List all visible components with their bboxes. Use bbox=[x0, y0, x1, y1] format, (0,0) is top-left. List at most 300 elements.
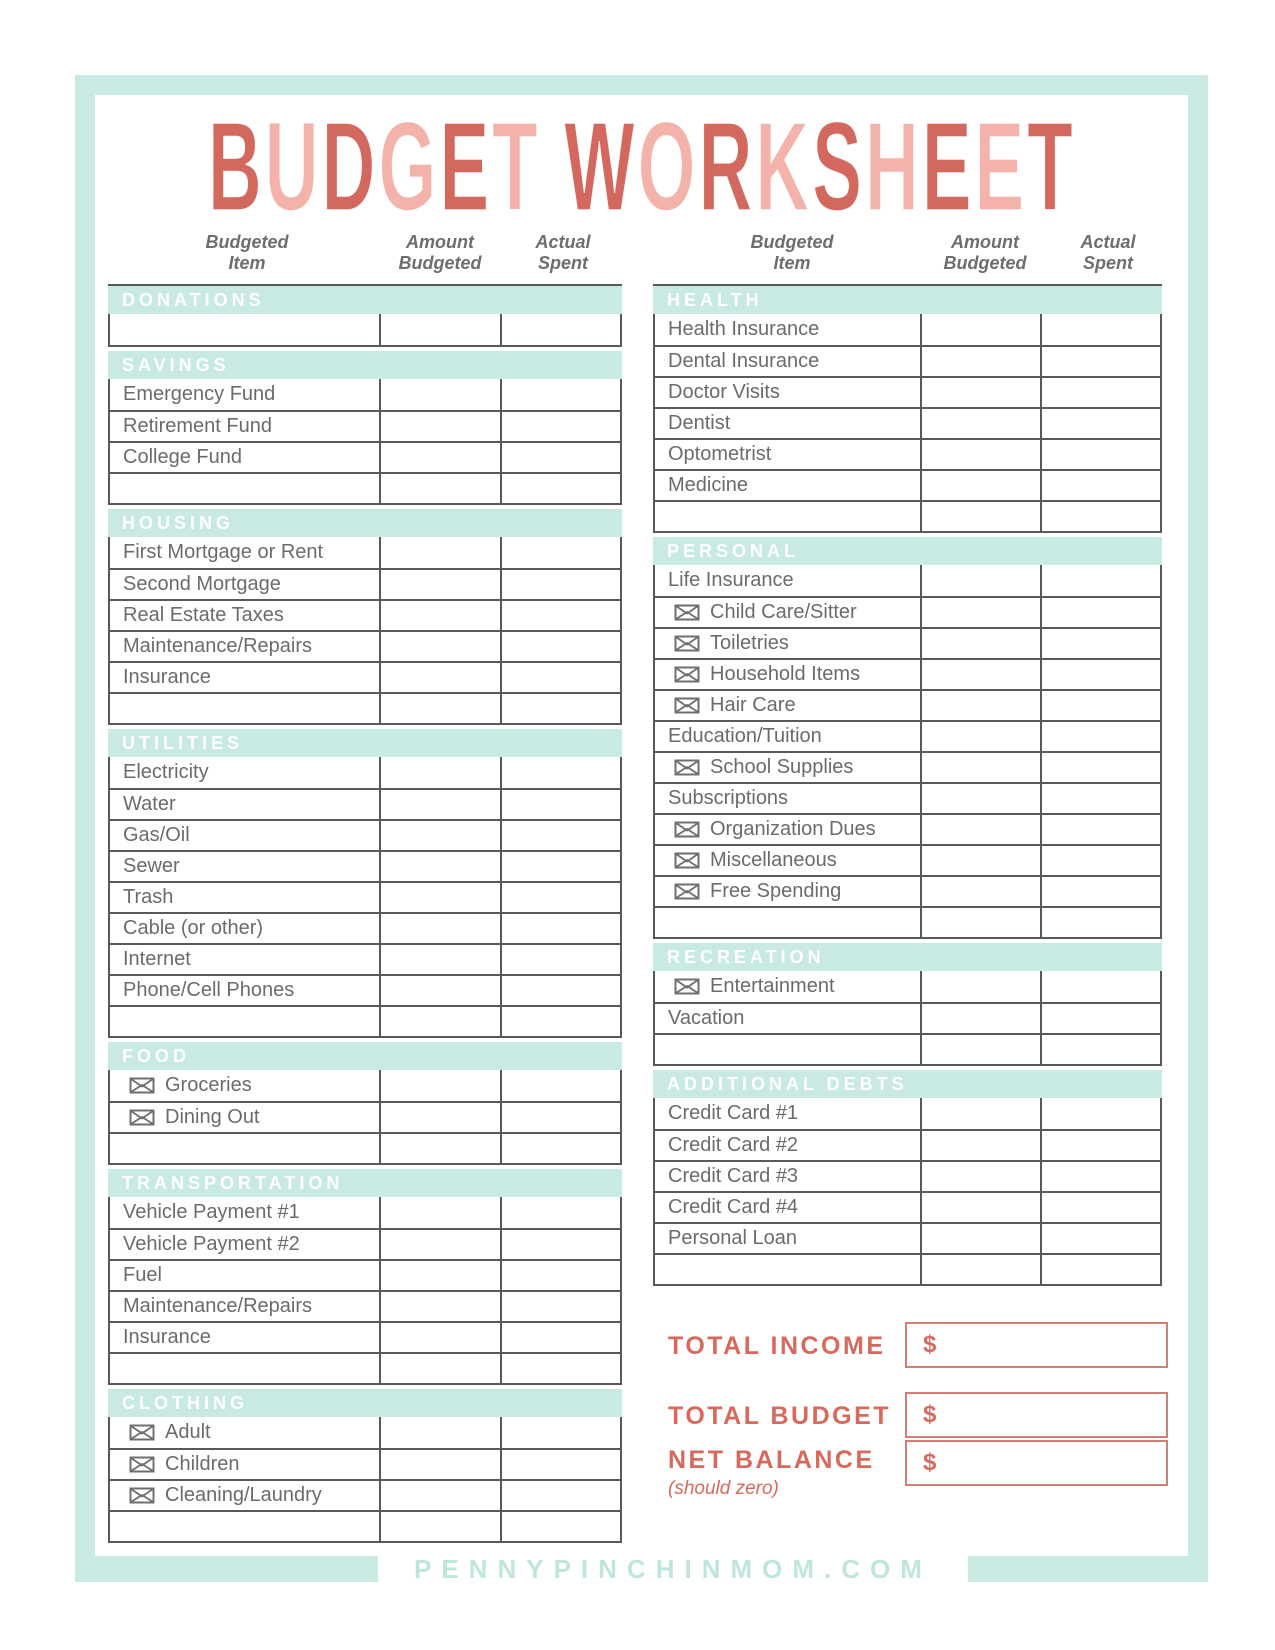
amount-budgeted-cell[interactable] bbox=[379, 945, 500, 974]
actual-spent-cell[interactable] bbox=[1040, 1162, 1160, 1191]
table-row bbox=[110, 1479, 620, 1510]
actual-spent-cell[interactable] bbox=[500, 1070, 620, 1101]
item-cell bbox=[655, 409, 920, 438]
column-header-right-0: Budgeted Item bbox=[750, 232, 834, 273]
footer-site-text: PENNYPINCHINMOM.COM bbox=[414, 1554, 932, 1584]
table-row bbox=[110, 314, 620, 345]
amount-budgeted-cell[interactable] bbox=[379, 914, 500, 943]
item-cell bbox=[110, 570, 379, 599]
table-row bbox=[110, 1321, 620, 1352]
item-label: Groceries bbox=[165, 1074, 252, 1096]
amount-budgeted-cell[interactable] bbox=[379, 1323, 500, 1352]
section-header-savings: SAVINGS bbox=[108, 351, 622, 379]
actual-spent-cell[interactable] bbox=[1040, 440, 1160, 469]
item-label: Education/Tuition bbox=[668, 725, 822, 747]
amount-budgeted-cell[interactable] bbox=[379, 601, 500, 630]
actual-spent-cell[interactable] bbox=[500, 1450, 620, 1479]
item-cell bbox=[655, 846, 920, 875]
amount-budgeted-cell[interactable] bbox=[920, 629, 1040, 658]
section-rows bbox=[108, 757, 622, 1038]
item-label: Internet bbox=[123, 948, 191, 970]
actual-spent-cell[interactable] bbox=[500, 601, 620, 630]
table-row bbox=[110, 1510, 620, 1541]
actual-spent-cell[interactable] bbox=[500, 790, 620, 819]
section-rows bbox=[108, 1070, 622, 1165]
column-header-right-2: Actual Spent bbox=[1080, 232, 1136, 273]
item-label: Vacation bbox=[668, 1007, 745, 1029]
envelope-icon bbox=[674, 604, 700, 621]
amount-budgeted-cell[interactable] bbox=[920, 598, 1040, 627]
table-row bbox=[655, 565, 1160, 596]
amount-budgeted-cell[interactable] bbox=[920, 440, 1040, 469]
actual-spent-cell[interactable] bbox=[500, 976, 620, 1005]
total-budget-label: TOTAL BUDGET bbox=[668, 1402, 892, 1430]
amount-budgeted-cell[interactable] bbox=[920, 347, 1040, 376]
total-income-box[interactable] bbox=[905, 1322, 1168, 1368]
amount-budgeted-cell[interactable] bbox=[920, 1035, 1040, 1064]
amount-budgeted-cell[interactable] bbox=[379, 412, 500, 441]
item-label: Entertainment bbox=[710, 975, 835, 997]
actual-spent-cell[interactable] bbox=[500, 694, 620, 723]
actual-spent-cell[interactable] bbox=[500, 314, 620, 345]
item-cell bbox=[655, 691, 920, 720]
item-cell bbox=[655, 1098, 920, 1129]
table-row bbox=[110, 819, 620, 850]
item-cell bbox=[655, 877, 920, 906]
actual-spent-cell[interactable] bbox=[1040, 565, 1160, 596]
actual-spent-cell[interactable] bbox=[1040, 722, 1160, 751]
item-cell bbox=[655, 1193, 920, 1222]
actual-spent-cell[interactable] bbox=[500, 1512, 620, 1541]
actual-spent-cell[interactable] bbox=[500, 1007, 620, 1036]
table-row bbox=[655, 1098, 1160, 1129]
actual-spent-cell[interactable] bbox=[1040, 314, 1160, 345]
item-cell bbox=[655, 378, 920, 407]
amount-budgeted-cell[interactable] bbox=[379, 314, 500, 345]
amount-budgeted-cell[interactable] bbox=[920, 1193, 1040, 1222]
amount-budgeted-cell[interactable] bbox=[379, 1103, 500, 1132]
amount-budgeted-cell[interactable] bbox=[379, 1292, 500, 1321]
amount-budgeted-cell[interactable] bbox=[920, 908, 1040, 937]
item-cell bbox=[110, 1103, 379, 1132]
amount-budgeted-cell[interactable] bbox=[920, 314, 1040, 345]
section-rows bbox=[653, 1098, 1162, 1286]
table-row bbox=[110, 1101, 620, 1132]
section-rows bbox=[108, 1197, 622, 1385]
item-label: Second Mortgage bbox=[123, 573, 281, 595]
actual-spent-cell[interactable] bbox=[1040, 598, 1160, 627]
table-row bbox=[655, 407, 1160, 438]
table-row bbox=[655, 500, 1160, 531]
table-row bbox=[110, 1352, 620, 1383]
actual-spent-cell[interactable] bbox=[1040, 784, 1160, 813]
table-row bbox=[655, 751, 1160, 782]
item-label: Retirement Fund bbox=[123, 415, 272, 437]
amount-budgeted-cell[interactable] bbox=[379, 694, 500, 723]
actual-spent-cell[interactable] bbox=[500, 570, 620, 599]
item-cell bbox=[655, 471, 920, 500]
item-cell bbox=[110, 945, 379, 974]
item-label: Children bbox=[165, 1453, 240, 1475]
item-label: Hair Care bbox=[710, 694, 796, 716]
actual-spent-cell[interactable] bbox=[1040, 660, 1160, 689]
envelope-icon bbox=[129, 1424, 155, 1441]
amount-budgeted-cell[interactable] bbox=[379, 757, 500, 788]
section-header-additional-debts: ADDITIONAL DEBTS bbox=[653, 1070, 1162, 1098]
actual-spent-cell[interactable] bbox=[500, 443, 620, 472]
item-cell bbox=[110, 1007, 379, 1036]
item-cell bbox=[110, 314, 379, 345]
amount-budgeted-cell[interactable] bbox=[920, 1224, 1040, 1253]
envelope-icon bbox=[674, 666, 700, 683]
amount-budgeted-cell[interactable] bbox=[379, 1512, 500, 1541]
actual-spent-cell[interactable] bbox=[500, 1261, 620, 1290]
amount-budgeted-cell[interactable] bbox=[920, 1098, 1040, 1129]
actual-spent-cell[interactable] bbox=[500, 379, 620, 410]
amount-budgeted-cell[interactable] bbox=[920, 565, 1040, 596]
item-label: Phone/Cell Phones bbox=[123, 979, 295, 1001]
item-cell bbox=[110, 474, 379, 503]
column-header-left-0: Budgeted Item bbox=[205, 232, 289, 273]
section-rows bbox=[108, 1417, 622, 1543]
amount-budgeted-cell[interactable] bbox=[379, 883, 500, 912]
amount-budgeted-cell[interactable] bbox=[379, 443, 500, 472]
amount-budgeted-cell[interactable] bbox=[920, 1255, 1040, 1284]
title-letter: O bbox=[637, 96, 699, 238]
section-header-donations: DONATIONS bbox=[108, 286, 622, 314]
amount-budgeted-cell[interactable] bbox=[379, 1070, 500, 1101]
net-balance-box[interactable] bbox=[905, 1440, 1168, 1486]
net-balance-note: (should zero) bbox=[668, 1478, 779, 1499]
amount-budgeted-cell[interactable] bbox=[920, 846, 1040, 875]
table-row bbox=[655, 1033, 1160, 1064]
column-header-right-1: Amount Budgeted bbox=[943, 232, 1027, 273]
item-cell bbox=[110, 379, 379, 410]
actual-spent-cell[interactable] bbox=[1040, 502, 1160, 531]
title-letter: W bbox=[563, 96, 638, 238]
amount-budgeted-cell[interactable] bbox=[379, 632, 500, 661]
item-cell bbox=[655, 629, 920, 658]
item-cell bbox=[110, 412, 379, 441]
item-label: Child Care/Sitter bbox=[710, 601, 857, 623]
actual-spent-cell[interactable] bbox=[500, 1481, 620, 1510]
table-row bbox=[110, 1448, 620, 1479]
table-row bbox=[110, 850, 620, 881]
amount-budgeted-cell[interactable] bbox=[920, 971, 1040, 1002]
actual-spent-cell[interactable] bbox=[1040, 409, 1160, 438]
item-label: Real Estate Taxes bbox=[123, 604, 284, 626]
table-row bbox=[110, 692, 620, 723]
amount-budgeted-cell[interactable] bbox=[379, 821, 500, 850]
actual-spent-cell[interactable] bbox=[500, 1134, 620, 1163]
actual-spent-cell[interactable] bbox=[1040, 691, 1160, 720]
table-row bbox=[110, 379, 620, 410]
envelope-icon bbox=[674, 821, 700, 838]
amount-budgeted-cell[interactable] bbox=[920, 660, 1040, 689]
actual-spent-cell[interactable] bbox=[500, 914, 620, 943]
item-label: First Mortgage or Rent bbox=[123, 541, 324, 563]
total-income-label: TOTAL INCOME bbox=[668, 1332, 886, 1360]
item-cell bbox=[110, 821, 379, 850]
item-cell bbox=[655, 502, 920, 531]
item-label: Adult bbox=[165, 1421, 211, 1443]
table-row bbox=[110, 1290, 620, 1321]
total-budget-box[interactable] bbox=[905, 1392, 1168, 1438]
actual-spent-cell[interactable] bbox=[500, 821, 620, 850]
actual-spent-cell[interactable] bbox=[1040, 1098, 1160, 1129]
envelope-icon bbox=[674, 852, 700, 869]
item-cell bbox=[655, 1004, 920, 1033]
item-cell bbox=[655, 1162, 920, 1191]
item-label: Insurance bbox=[123, 1326, 211, 1348]
item-label: Emergency Fund bbox=[123, 383, 276, 405]
actual-spent-cell[interactable] bbox=[500, 945, 620, 974]
actual-spent-cell[interactable] bbox=[1040, 1004, 1160, 1033]
actual-spent-cell[interactable] bbox=[500, 474, 620, 503]
table-row bbox=[110, 568, 620, 599]
table-row bbox=[110, 1005, 620, 1036]
item-label: Credit Card #2 bbox=[668, 1134, 799, 1156]
item-cell bbox=[110, 1197, 379, 1228]
actual-spent-cell[interactable] bbox=[500, 412, 620, 441]
actual-spent-cell[interactable] bbox=[500, 1230, 620, 1259]
envelope-icon bbox=[674, 635, 700, 652]
amount-budgeted-cell[interactable] bbox=[379, 1007, 500, 1036]
item-label: Miscellaneous bbox=[710, 849, 837, 871]
item-cell bbox=[110, 1292, 379, 1321]
dollar-sign: $ bbox=[923, 1401, 937, 1428]
item-label: Credit Card #3 bbox=[668, 1165, 799, 1187]
table-row bbox=[655, 1002, 1160, 1033]
amount-budgeted-cell[interactable] bbox=[379, 976, 500, 1005]
item-cell bbox=[655, 1255, 920, 1284]
amount-budgeted-cell[interactable] bbox=[920, 722, 1040, 751]
amount-budgeted-cell[interactable] bbox=[379, 1230, 500, 1259]
item-cell bbox=[655, 815, 920, 844]
actual-spent-cell[interactable] bbox=[1040, 753, 1160, 782]
item-label: Sewer bbox=[123, 855, 180, 877]
item-cell bbox=[110, 852, 379, 881]
item-cell bbox=[110, 694, 379, 723]
actual-spent-cell[interactable] bbox=[500, 663, 620, 692]
amount-budgeted-cell[interactable] bbox=[379, 1354, 500, 1383]
actual-spent-cell[interactable] bbox=[1040, 1035, 1160, 1064]
title-letter: E bbox=[974, 96, 1027, 238]
table-row bbox=[655, 782, 1160, 813]
table-row bbox=[655, 658, 1160, 689]
table-row bbox=[655, 345, 1160, 376]
title-letter: T bbox=[1026, 96, 1076, 238]
item-cell bbox=[655, 753, 920, 782]
table-row bbox=[110, 1132, 620, 1163]
table-row bbox=[655, 1129, 1160, 1160]
item-label: Vehicle Payment #2 bbox=[123, 1233, 300, 1255]
table-row bbox=[110, 410, 620, 441]
table-row bbox=[110, 1259, 620, 1290]
item-cell bbox=[655, 784, 920, 813]
amount-budgeted-cell[interactable] bbox=[379, 1197, 500, 1228]
actual-spent-cell[interactable] bbox=[500, 1197, 620, 1228]
amount-budgeted-cell[interactable] bbox=[379, 379, 500, 410]
section-rows bbox=[653, 565, 1162, 939]
amount-budgeted-cell[interactable] bbox=[379, 1481, 500, 1510]
item-label: Optometrist bbox=[668, 443, 772, 465]
envelope-icon bbox=[129, 1077, 155, 1094]
actual-spent-cell[interactable] bbox=[1040, 877, 1160, 906]
amount-budgeted-cell[interactable] bbox=[379, 663, 500, 692]
amount-budgeted-cell[interactable] bbox=[920, 784, 1040, 813]
actual-spent-cell[interactable] bbox=[1040, 815, 1160, 844]
item-cell bbox=[110, 601, 379, 630]
table-row bbox=[655, 596, 1160, 627]
amount-budgeted-cell[interactable] bbox=[920, 877, 1040, 906]
item-label: Household Items bbox=[710, 663, 861, 685]
table-row bbox=[655, 1160, 1160, 1191]
footer bbox=[75, 1556, 1208, 1582]
actual-spent-cell[interactable] bbox=[500, 1292, 620, 1321]
amount-budgeted-cell[interactable] bbox=[379, 474, 500, 503]
section-header-personal: PERSONAL bbox=[653, 537, 1162, 565]
table-row bbox=[655, 469, 1160, 500]
envelope-icon bbox=[129, 1456, 155, 1473]
item-cell bbox=[655, 1131, 920, 1160]
actual-spent-cell[interactable] bbox=[1040, 347, 1160, 376]
table-row bbox=[655, 627, 1160, 658]
actual-spent-cell[interactable] bbox=[1040, 471, 1160, 500]
title-letter: S bbox=[811, 96, 865, 238]
footer-mint-bar-right bbox=[968, 1556, 1208, 1582]
section-header-food: FOOD bbox=[108, 1042, 622, 1070]
table-row bbox=[655, 875, 1160, 906]
table-row bbox=[655, 376, 1160, 407]
item-cell bbox=[110, 663, 379, 692]
page-title-wrap bbox=[95, 96, 1188, 238]
actual-spent-cell[interactable] bbox=[1040, 1224, 1160, 1253]
title-letter: B bbox=[207, 96, 265, 238]
table-row bbox=[110, 1228, 620, 1259]
item-cell bbox=[110, 632, 379, 661]
item-label: Insurance bbox=[123, 666, 211, 688]
table-row bbox=[110, 537, 620, 568]
table-row bbox=[655, 971, 1160, 1002]
amount-budgeted-cell[interactable] bbox=[379, 1450, 500, 1479]
section-rows bbox=[653, 971, 1162, 1066]
item-label: Cable (or other) bbox=[123, 917, 264, 939]
amount-budgeted-cell[interactable] bbox=[920, 1131, 1040, 1160]
amount-budgeted-cell[interactable] bbox=[920, 691, 1040, 720]
title-letter: E bbox=[439, 96, 492, 238]
item-cell bbox=[110, 883, 379, 912]
item-cell bbox=[655, 722, 920, 751]
item-cell bbox=[655, 347, 920, 376]
table-row bbox=[655, 720, 1160, 751]
dollar-sign: $ bbox=[923, 1449, 937, 1476]
item-label: Personal Loan bbox=[668, 1227, 797, 1249]
item-label: School Supplies bbox=[710, 756, 854, 778]
table-row bbox=[655, 1222, 1160, 1253]
item-cell bbox=[110, 1481, 379, 1510]
amount-budgeted-cell[interactable] bbox=[379, 1417, 500, 1448]
actual-spent-cell[interactable] bbox=[1040, 846, 1160, 875]
item-label: College Fund bbox=[123, 446, 242, 468]
item-cell bbox=[655, 440, 920, 469]
actual-spent-cell[interactable] bbox=[1040, 1193, 1160, 1222]
actual-spent-cell[interactable] bbox=[500, 883, 620, 912]
section-header-transportation: TRANSPORTATION bbox=[108, 1169, 622, 1197]
amount-budgeted-cell[interactable] bbox=[379, 852, 500, 881]
item-cell bbox=[110, 914, 379, 943]
table-row bbox=[655, 438, 1160, 469]
table-row bbox=[655, 813, 1160, 844]
actual-spent-cell[interactable] bbox=[500, 1354, 620, 1383]
envelope-icon bbox=[674, 697, 700, 714]
actual-spent-cell[interactable] bbox=[1040, 378, 1160, 407]
title-letter: D bbox=[321, 96, 379, 238]
amount-budgeted-cell[interactable] bbox=[920, 815, 1040, 844]
item-label: Dentist bbox=[668, 412, 731, 434]
table-row bbox=[110, 1070, 620, 1101]
actual-spent-cell[interactable] bbox=[1040, 1131, 1160, 1160]
actual-spent-cell[interactable] bbox=[500, 757, 620, 788]
item-label: Health Insurance bbox=[668, 318, 820, 340]
net-balance-label: NET BALANCE bbox=[668, 1446, 875, 1474]
table-row bbox=[110, 881, 620, 912]
actual-spent-cell[interactable] bbox=[500, 1417, 620, 1448]
amount-budgeted-cell[interactable] bbox=[379, 570, 500, 599]
amount-budgeted-cell[interactable] bbox=[920, 378, 1040, 407]
title-letter: E bbox=[921, 96, 975, 238]
title-letter: R bbox=[698, 96, 756, 238]
item-label: Toiletries bbox=[710, 632, 789, 654]
item-label: Organization Dues bbox=[710, 818, 876, 840]
table-row bbox=[110, 599, 620, 630]
amount-budgeted-cell[interactable] bbox=[379, 1134, 500, 1163]
amount-budgeted-cell[interactable] bbox=[379, 790, 500, 819]
actual-spent-cell[interactable] bbox=[500, 852, 620, 881]
item-cell bbox=[110, 1070, 379, 1101]
table-row bbox=[110, 472, 620, 503]
section-rows bbox=[108, 537, 622, 725]
item-cell bbox=[110, 1417, 379, 1448]
section-rows bbox=[108, 314, 622, 347]
actual-spent-cell[interactable] bbox=[500, 537, 620, 568]
actual-spent-cell[interactable] bbox=[500, 1323, 620, 1352]
item-cell bbox=[110, 790, 379, 819]
amount-budgeted-cell[interactable] bbox=[920, 1004, 1040, 1033]
actual-spent-cell[interactable] bbox=[500, 632, 620, 661]
amount-budgeted-cell[interactable] bbox=[379, 537, 500, 568]
section-header-utilities: UTILITIES bbox=[108, 729, 622, 757]
amount-budgeted-cell[interactable] bbox=[920, 471, 1040, 500]
actual-spent-cell[interactable] bbox=[1040, 1255, 1160, 1284]
amount-budgeted-cell[interactable] bbox=[920, 409, 1040, 438]
amount-budgeted-cell[interactable] bbox=[920, 1162, 1040, 1191]
item-cell bbox=[655, 1035, 920, 1064]
item-cell bbox=[655, 565, 920, 596]
item-label: Trash bbox=[123, 886, 174, 908]
actual-spent-cell[interactable] bbox=[1040, 629, 1160, 658]
item-cell bbox=[655, 971, 920, 1002]
amount-budgeted-cell[interactable] bbox=[920, 502, 1040, 531]
amount-budgeted-cell[interactable] bbox=[920, 753, 1040, 782]
actual-spent-cell[interactable] bbox=[1040, 908, 1160, 937]
actual-spent-cell[interactable] bbox=[500, 1103, 620, 1132]
section-header-housing: HOUSING bbox=[108, 509, 622, 537]
envelope-icon bbox=[129, 1487, 155, 1504]
amount-budgeted-cell[interactable] bbox=[379, 1261, 500, 1290]
actual-spent-cell[interactable] bbox=[1040, 971, 1160, 1002]
budget-table-left bbox=[108, 284, 622, 1543]
